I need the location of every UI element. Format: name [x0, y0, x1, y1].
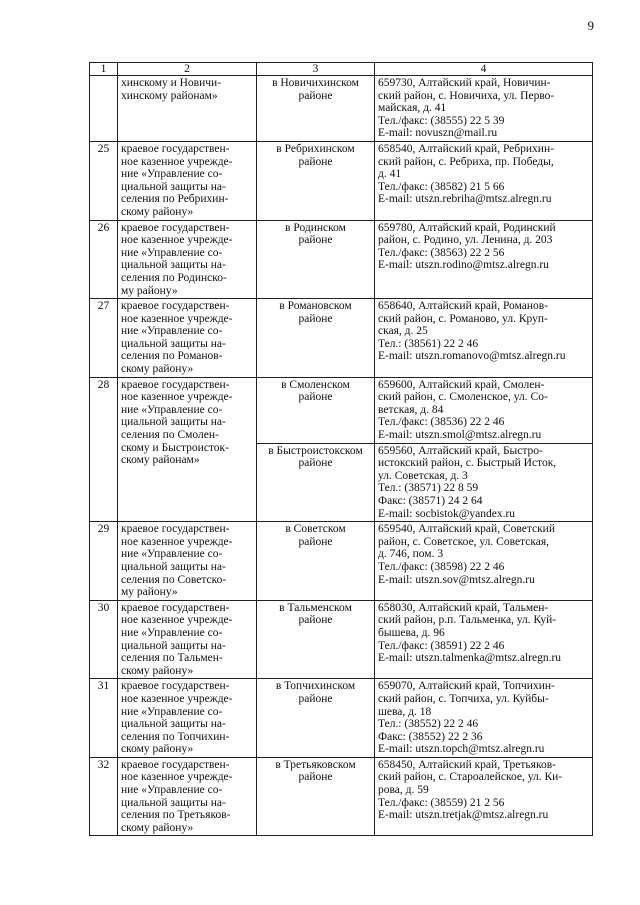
- district-name: в Тальменском районе: [257, 600, 375, 679]
- contact-address: 658540, Алтайский край, Ребрихин- ский район, с. Ребриха, пр. Победы, д. 41 Тел./факс: (38582) 21 5 66 E-mail: utszn.rebriha@mtsz.alregn.ru: [375, 141, 593, 220]
- table-row: [90, 757, 593, 836]
- table-row: [90, 679, 593, 758]
- district-name: в Советском районе: [257, 522, 375, 601]
- row-number: [90, 76, 118, 142]
- registry-table: [89, 62, 593, 836]
- contact-address: 659070, Алтайский край, Топчихин- ский район, с. Топчиха, ул. Куйбы- шева, д. 18 Тел.: (38552) 22 2 46 Факс: (38552) 22 2 36 E-mail: utszn.topch@mtsz.alregn.ru: [375, 679, 593, 758]
- institution-name: краевое государствен- ное казенное учрежде- ние «Управление со- циальной защиты на- селения по Тальмен- скому району»: [118, 600, 257, 679]
- row-number: 26: [90, 220, 118, 299]
- district-name: в Новичихинском районе: [257, 76, 375, 142]
- contact-address: 659730, Алтайский край, Новичин- ский район, с. Новичиха, ул. Перво- майская, д. 41 Тел./факс: (38555) 22 5 39 E-mail: novuszn@mail.ru: [375, 76, 593, 142]
- table-row: [90, 76, 593, 142]
- district-name: в Третьяковском районе: [257, 757, 375, 836]
- institution-name: краевое государствен- ное казенное учрежде- ние «Управление со- циальной защиты на- селения по Советско- му району»: [118, 522, 257, 601]
- institution-name: краевое государствен- ное казенное учрежде- ние «Управление со- циальной защиты на- селения по Смолен- скому и Быстроисток- скому районам»: [118, 377, 257, 522]
- district-name: в Ребрихинском районе: [257, 141, 375, 220]
- column-header: 4: [375, 63, 593, 76]
- column-header: 3: [257, 63, 375, 76]
- institution-name: краевое государствен- ное казенное учрежде- ние «Управление со- циальной защиты на- селения по Ребрихин- скому району»: [118, 141, 257, 220]
- contact-address: 659600, Алтайский край, Смолен- ский район, с. Смоленское, ул. Со- ветская, д. 84 Тел./факс: (38536) 22 2 46 E-mail: utszn.smol@mtsz.alregn.ru: [375, 377, 593, 443]
- district-name: в Топчихинском районе: [257, 679, 375, 758]
- column-header: 2: [118, 63, 257, 76]
- row-number: 29: [90, 522, 118, 601]
- district-name: в Родинском районе: [257, 220, 375, 299]
- table-row: [90, 141, 593, 220]
- contact-address: 658640, Алтайский край, Романов- ский район, с. Романово, ул. Круп- ская, д. 25 Тел.: (38561) 22 2 46 E-mail: utszn.romanovo@mtsz.alregn.ru: [375, 299, 593, 378]
- contact-address: 658030, Алтайский край, Тальмен- ский район, р.п. Тальменка, ул. Куй- бышева, д. 96 Тел./факс: (38591) 22 2 46 E-mail: utszn.talmenka@mtsz.alregn.ru: [375, 600, 593, 679]
- row-number: 31: [90, 679, 118, 758]
- institution-name: краевое государствен- ное казенное учрежде- ние «Управление со- циальной защиты на- селения по Родинско- му району»: [118, 220, 257, 299]
- row-number: 32: [90, 757, 118, 836]
- table-row: [90, 600, 593, 679]
- table-header-row: [90, 63, 593, 76]
- district-name: в Быстроистокском районе: [257, 443, 375, 522]
- row-number: 28: [90, 377, 118, 522]
- district-name: в Романовском районе: [257, 299, 375, 378]
- table-row: [90, 377, 593, 443]
- institution-name: краевое государствен- ное казенное учрежде- ние «Управление со- циальной защиты на- селения по Романов- скому району»: [118, 299, 257, 378]
- table-row: [90, 522, 593, 601]
- contact-address: 659540, Алтайский край, Советский район, с. Советское, ул. Советская, д. 746, пом. 3 Тел./факс: (38598) 22 2 46 E-mail: utszn.sov@mtsz.alregn.ru: [375, 522, 593, 601]
- page-number: 9: [587, 18, 594, 33]
- table-row: [90, 299, 593, 378]
- row-number: 30: [90, 600, 118, 679]
- institution-name: краевое государствен- ное казенное учрежде- ние «Управление со- циальной защиты на- селения по Третьяков- скому району»: [118, 757, 257, 836]
- contact-address: 659560, Алтайский край, Быстро- истокский район, с. Быстрый Исток, ул. Советская, д. 3 Тел.: (38571) 22 8 59 Факс: (38571) 24 2 64 E-mail: socbistok@yandex.ru: [375, 443, 593, 522]
- row-number: 27: [90, 299, 118, 378]
- table-row: [90, 220, 593, 299]
- institution-name: краевое государствен- ное казенное учрежде- ние «Управление со- циальной защиты на- селения по Топчихин- скому району»: [118, 679, 257, 758]
- district-name: в Смоленском районе: [257, 377, 375, 443]
- column-header: 1: [90, 63, 118, 76]
- row-number: 25: [90, 141, 118, 220]
- institution-name: хинскому и Новичи- хинскому районам»: [118, 76, 257, 142]
- contact-address: 658450, Алтайский край, Третьяков- ский район, с. Староалейское, ул. Ки- рова, д. 59 Тел./факс: (38559) 21 2 56 E-mail: utszn.tretjak@mtsz.alregn.ru: [375, 757, 593, 836]
- contact-address: 659780, Алтайский край, Родинский район, с. Родино, ул. Ленина, д. 203 Тел./факс: (38563) 22 2 56 E-mail: utszn.rodino@mtsz.alregn.ru: [375, 220, 593, 299]
